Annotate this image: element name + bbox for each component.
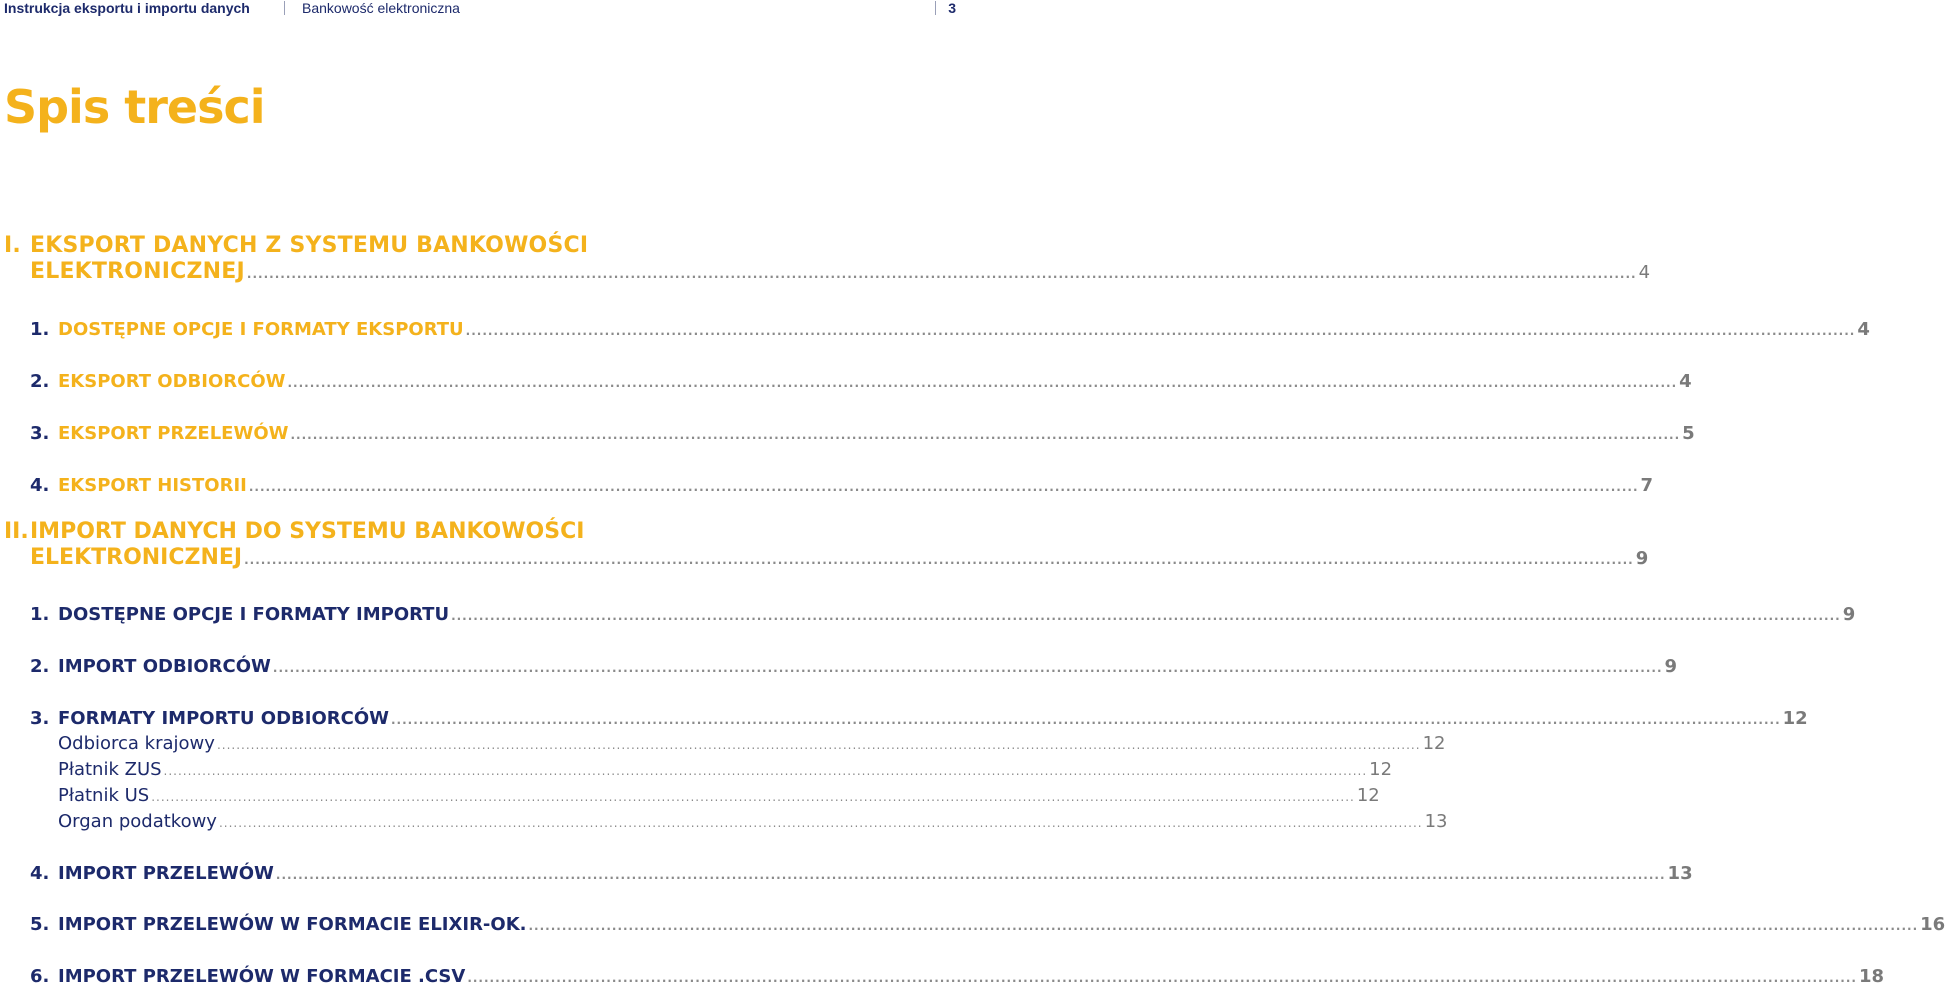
toc-leader-dots: .......................................................................................................................................................................................................................................................... — [391, 713, 1781, 727]
toc-entry-title: ELEKTRONICZNEJ — [30, 545, 243, 570]
toc-entry-title: IMPORT PRZELEWÓW W FORMACIE ELIXIR-OK. — [58, 914, 527, 935]
header-divider — [935, 1, 936, 15]
toc-leader-dots: .......................................................................................................................................................................................................................................................... — [467, 971, 1857, 985]
toc-entry-title: Płatnik ZUS — [58, 759, 162, 780]
toc-subentry[interactable] — [0, 810, 1448, 834]
toc-leader-dots: .......................................................................................................................................................................................................................................................... — [287, 376, 1678, 390]
toc-entry-page: 12 — [1422, 733, 1446, 754]
toc-entry-title-line1: EKSPORT DANYCH Z SYSTEMU BANKOWOŚCI — [30, 233, 589, 258]
toc-leader-dots: .......................................................................................................................................................................................................................................................... — [151, 790, 1355, 804]
toc-entry-number: 5. — [30, 914, 50, 935]
document-title: Instrukcja eksportu i importu danych — [4, 0, 250, 16]
toc-leader-dots: .......................................................................................................................................................................................................................................................... — [451, 609, 1841, 623]
toc-entry-number: 4. — [30, 475, 50, 496]
header-divider — [284, 1, 285, 15]
toc-entry[interactable] — [0, 913, 1945, 937]
page-header — [0, 0, 960, 20]
toc-entry-number: 6. — [30, 966, 50, 987]
toc-entry-page: 12 — [1356, 785, 1380, 806]
toc-entry-title: IMPORT PRZELEWÓW — [58, 863, 274, 884]
toc-entry-title: Płatnik US — [58, 785, 150, 806]
toc-entry-page: 16 — [1920, 914, 1945, 935]
toc-entry[interactable] — [0, 862, 1693, 886]
toc-entry-number: I. — [4, 233, 21, 258]
toc-entry-title-line1: IMPORT DANYCH DO SYSTEMU BANKOWOŚCI — [30, 519, 585, 544]
toc-leader-dots: .......................................................................................................................................................................................................................................................... — [244, 553, 1634, 567]
toc-entry-title: Odbiorca krajowy — [58, 733, 215, 754]
toc-leader-dots: .......................................................................................................................................................................................................................................................... — [290, 428, 1681, 442]
toc-entry-title: IMPORT PRZELEWÓW W FORMACIE .CSV — [58, 966, 466, 987]
toc-entry-title: DOSTĘPNE OPCJE I FORMATY IMPORTU — [58, 604, 450, 625]
toc-entry-number: II. — [4, 519, 29, 544]
toc-title: Spis treści — [4, 80, 265, 134]
toc-subentry[interactable] — [0, 758, 1393, 782]
toc-entry-page: 7 — [1640, 475, 1654, 496]
toc-leader-dots: .......................................................................................................................................................................................................................................................... — [246, 267, 1637, 281]
toc-entry-title: EKSPORT ODBIORCÓW — [58, 371, 286, 392]
toc-entry-number: 1. — [30, 319, 50, 340]
toc-leader-dots: .......................................................................................................................................................................................................................................................... — [272, 661, 1663, 675]
toc-entry-number: 3. — [30, 708, 50, 729]
toc-entry[interactable] — [0, 422, 1695, 446]
toc-entry-title: Organ podatkowy — [58, 811, 217, 832]
toc-entry[interactable] — [0, 318, 1870, 342]
toc-entry-page: 5 — [1682, 423, 1695, 444]
toc-entry-page: 9 — [1635, 548, 1649, 569]
toc-entry-page: 12 — [1782, 708, 1808, 729]
toc-leader-dots: .......................................................................................................................................................................................................................................................... — [275, 868, 1666, 882]
toc-entry-page: 4 — [1857, 319, 1870, 340]
toc-entry-page: 9 — [1842, 604, 1856, 625]
toc-leader-dots: .......................................................................................................................................................................................................................................................... — [248, 480, 1639, 494]
toc-subentry[interactable] — [0, 784, 1380, 808]
toc-entry[interactable] — [0, 707, 1808, 731]
toc-entry-title: IMPORT ODBIORCÓW — [58, 656, 271, 677]
toc-entry-page: 4 — [1679, 371, 1692, 392]
toc-subentry[interactable] — [0, 732, 1446, 756]
toc-entry[interactable] — [0, 603, 1856, 627]
toc-entry-page: 12 — [1369, 759, 1393, 780]
toc-entry-section-2[interactable] — [0, 519, 1649, 576]
toc-entry[interactable] — [0, 474, 1654, 498]
toc-leader-dots: .......................................................................................................................................................................................................................................................... — [163, 764, 1368, 778]
page-number: 3 — [948, 0, 956, 16]
toc-entry[interactable] — [0, 965, 1885, 989]
toc-entry-number: 2. — [30, 371, 50, 392]
toc-entry-title: ELEKTRONICZNEJ — [30, 259, 245, 284]
toc-leader-dots: .......................................................................................................................................................................................................................................................... — [465, 324, 1856, 338]
toc-leader-dots: .......................................................................................................................................................................................................................................................... — [528, 919, 1919, 933]
toc-entry[interactable] — [0, 655, 1678, 679]
toc-entry-page: 18 — [1858, 966, 1885, 987]
toc-entry-title: FORMATY IMPORTU ODBIORCÓW — [58, 708, 389, 729]
toc-entry-number: 1. — [30, 604, 50, 625]
toc-entry-page: 13 — [1667, 863, 1693, 884]
toc-entry-title: DOSTĘPNE OPCJE I FORMATY EKSPORTU — [58, 319, 464, 340]
toc-entry-number: 2. — [30, 656, 50, 677]
toc-entry-page: 4 — [1638, 262, 1651, 283]
toc-entry-section-1[interactable] — [0, 233, 1651, 290]
toc-entry-number: 3. — [30, 423, 50, 444]
toc-entry-title: EKSPORT HISTORII — [58, 475, 247, 496]
toc-entry-number: 4. — [30, 863, 50, 884]
section-name: Bankowość elektroniczna — [302, 0, 460, 16]
toc-entry-page: 9 — [1664, 656, 1678, 677]
toc-entry-title: EKSPORT PRZELEWÓW — [58, 423, 289, 444]
toc-leader-dots: .......................................................................................................................................................................................................................................................... — [218, 816, 1423, 830]
toc-entry[interactable] — [0, 370, 1692, 394]
toc-entry-page: 13 — [1424, 811, 1448, 832]
toc-leader-dots: .......................................................................................................................................................................................................................................................... — [216, 738, 1421, 752]
